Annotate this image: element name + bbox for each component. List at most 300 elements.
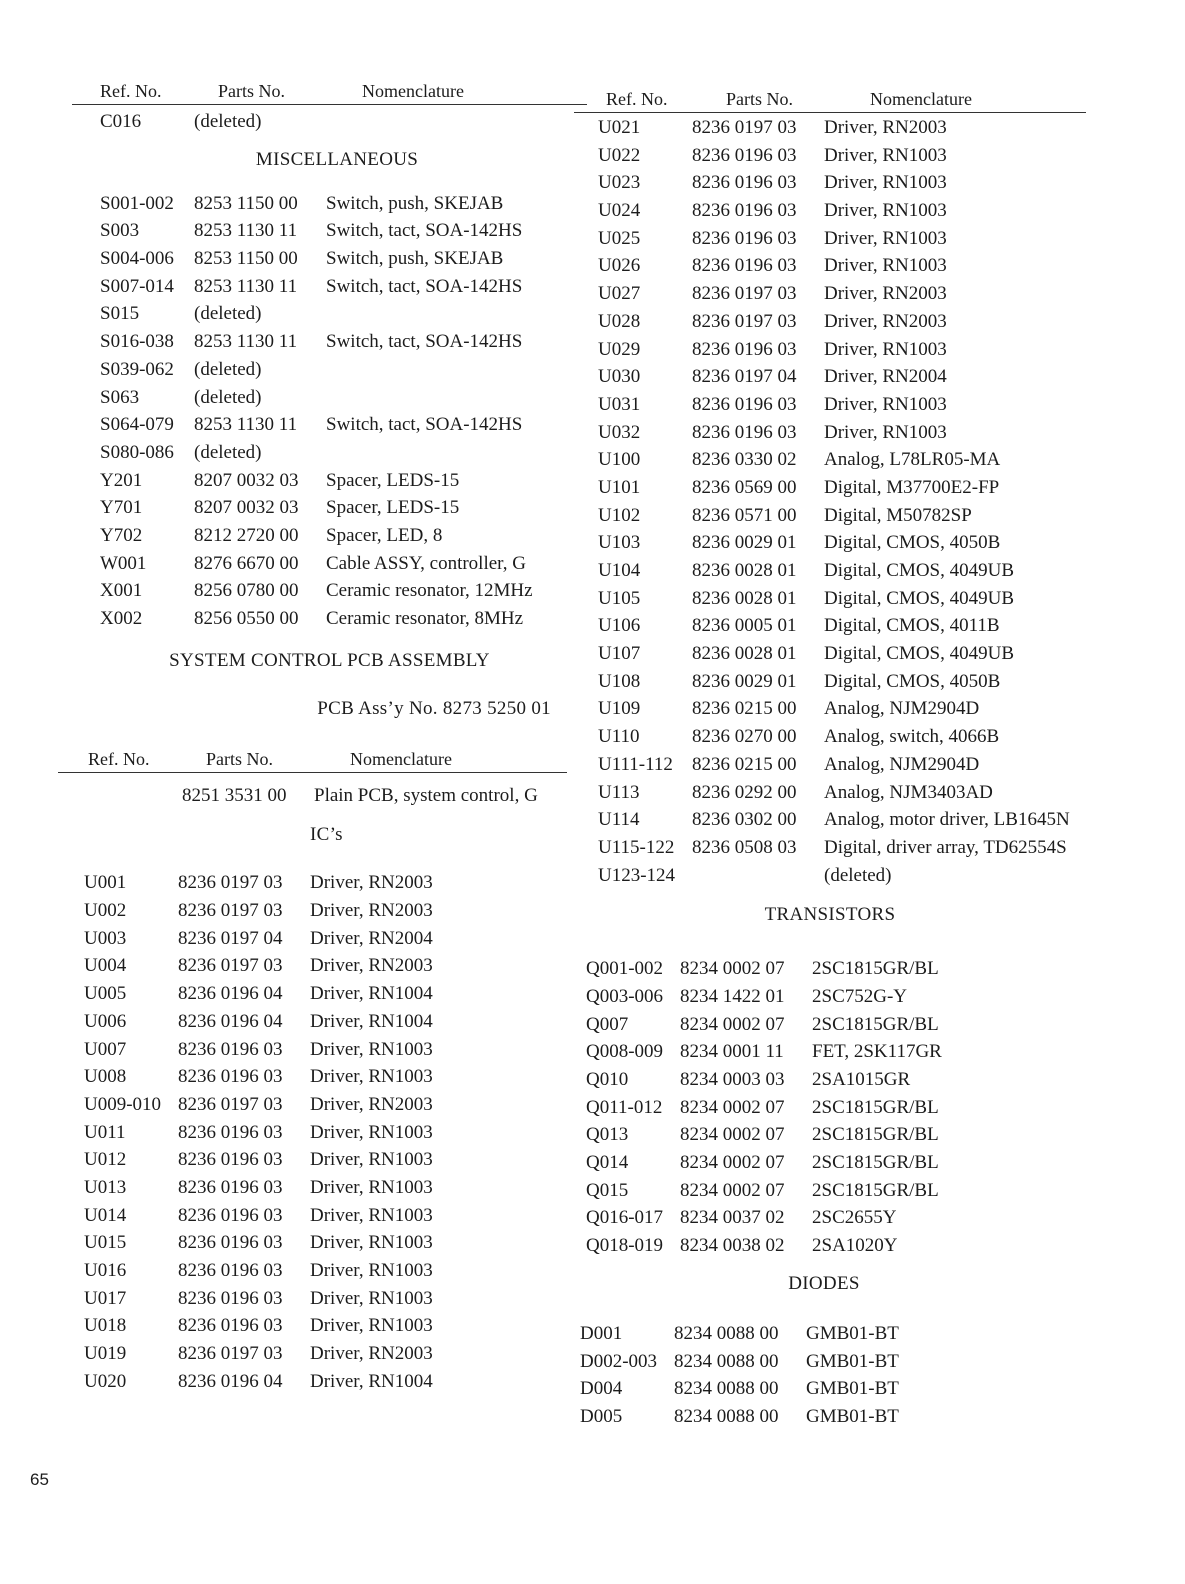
parts-number-cell: 8236 0196 03 <box>178 1149 283 1171</box>
ref-cell: U011 <box>84 1121 126 1143</box>
nomenclature-cell: Spacer, LED, 8 <box>326 524 443 546</box>
parts-number-cell: 8207 0032 03 <box>194 469 299 491</box>
ref-cell: U032 <box>598 421 641 443</box>
nomenclature-cell: Ceramic resonator, 8MHz <box>326 608 524 629</box>
table-row <box>570 528 1094 556</box>
ref-cell: S063 <box>100 386 140 408</box>
ref-cell: Q018-019 <box>586 1235 664 1257</box>
nomenclature-cell: Digital, CMOS, 4049UB <box>824 560 1015 581</box>
table-row <box>72 299 587 327</box>
ref-cell: U109 <box>598 698 641 720</box>
ref-cell: D002-003 <box>580 1350 658 1372</box>
parts-number-cell: 8234 0088 00 <box>674 1405 779 1427</box>
ref-cell: U007 <box>84 1038 127 1060</box>
parts-number-cell: 8236 0197 03 <box>692 117 797 138</box>
table-row <box>570 168 1094 196</box>
parts-number-cell: (deleted) <box>194 358 262 380</box>
table-row <box>56 924 587 952</box>
parts-number-cell: 8236 0028 01 <box>692 643 797 665</box>
parts-number-cell: (deleted) <box>194 386 262 408</box>
nomenclature-header: Nomenclature <box>870 89 972 109</box>
ref-cell: U104 <box>598 560 641 581</box>
parts-number-cell: 8236 0196 03 <box>178 1066 283 1088</box>
nomenclature-cell: Driver, RN1003 <box>310 1038 433 1060</box>
nomenclature-cell: Driver, RN1003 <box>824 144 947 166</box>
parts-number-cell: 8236 0196 03 <box>178 1315 283 1337</box>
table-row <box>570 611 1094 639</box>
ref-cell: Q001-002 <box>586 958 664 980</box>
nomenclature-cell: Digital, CMOS, 4049UB <box>824 643 1015 665</box>
ref-cell: U102 <box>598 504 641 526</box>
nomenclature-cell: 2SC2655Y <box>812 1207 897 1229</box>
parts-number-cell: 8234 0002 07 <box>680 958 785 980</box>
parts-number-cell: 8234 0002 07 <box>680 1152 785 1174</box>
parts-number-cell: 8236 0197 03 <box>178 955 283 977</box>
ref-cell: S001-002 <box>100 192 174 214</box>
parts-number-cell: 8236 0197 03 <box>178 872 283 894</box>
ref-cell: U018 <box>84 1315 127 1337</box>
nomenclature-cell: Digital, M50782SP <box>824 504 972 526</box>
parts-number-cell: 8236 0196 04 <box>178 1010 283 1032</box>
table-row <box>72 576 587 604</box>
table-row <box>558 1065 1094 1093</box>
parts-number-cell: 8253 1150 00 <box>194 192 298 214</box>
nomenclature-cell: Driver, RN2003 <box>310 1093 433 1115</box>
ref-cell: Q013 <box>586 1124 629 1146</box>
nomenclature-cell: 2SC1815GR/BL <box>812 1152 939 1174</box>
nomenclature-cell: Switch, tact, SOA-142HS <box>326 331 523 353</box>
nomenclature-cell: Analog, NJM2904D <box>824 753 980 775</box>
ref-cell: D005 <box>580 1405 623 1427</box>
parts-number-cell: 8236 0292 00 <box>692 781 797 803</box>
nomenclature-cell: GMB01-BT <box>806 1378 899 1400</box>
nomenclature-cell: Driver, RN1003 <box>824 172 947 194</box>
parts-number-cell: 8236 0196 04 <box>178 1370 283 1392</box>
nomenclature-cell: Driver, RN1003 <box>824 393 947 415</box>
parts-number-cell: (deleted) <box>194 441 262 463</box>
ref-cell: U111-112 <box>598 753 673 775</box>
ref-cell: W001 <box>100 552 147 574</box>
ref-cell: U031 <box>598 393 641 415</box>
nomenclature-cell: Driver, RN1004 <box>310 1370 433 1392</box>
nomenclature-cell: Analog, NJM3403AD <box>824 781 993 803</box>
table-row <box>60 781 587 809</box>
table-header <box>72 70 587 105</box>
ref-cell: Q010 <box>586 1069 629 1090</box>
parts-number-cell: 8236 0197 03 <box>692 310 797 332</box>
table-row <box>72 410 587 438</box>
parts-number-cell: 8236 0196 03 <box>178 1038 283 1060</box>
parts-number-cell: 8276 6670 00 <box>194 552 299 574</box>
parts-number-cell: 8234 0003 03 <box>680 1069 785 1090</box>
parts-number-cell: 8236 0196 03 <box>178 1260 283 1281</box>
nomenclature-cell: Driver, RN1003 <box>310 1149 433 1171</box>
parts-number-cell: 8234 0088 00 <box>674 1378 779 1400</box>
ref-cell: U020 <box>84 1370 127 1392</box>
table-row <box>552 1374 1094 1402</box>
nomenclature-cell: Plain PCB, system control, G <box>314 784 538 806</box>
table-row <box>56 1256 587 1284</box>
ref-cell: X001 <box>100 580 143 602</box>
parts-number-cell: 8236 0029 01 <box>692 532 797 554</box>
nomenclature-cell: Digital, CMOS, 4049UB <box>824 587 1015 609</box>
table-row <box>558 982 1094 1010</box>
ref-cell: U017 <box>84 1287 127 1309</box>
section-title-transistors: TRANSISTORS <box>764 904 896 926</box>
ref-cell: S039-062 <box>100 358 174 380</box>
ref-header: Ref. No. <box>606 89 668 109</box>
section-title-ics: IC’s <box>310 824 343 846</box>
table-row <box>56 1145 587 1173</box>
ref-cell: U014 <box>84 1204 127 1226</box>
table-row <box>72 493 587 521</box>
pcb-assembly-number: PCB Ass’y No. 8273 5250 01 <box>317 697 551 719</box>
parts-number-cell: 8236 0302 00 <box>692 809 797 831</box>
parts-number-cell: 8236 0196 03 <box>692 338 797 360</box>
table-row <box>570 556 1094 584</box>
table-row <box>56 896 587 924</box>
parts-number-cell: 8236 0196 03 <box>692 421 797 443</box>
table-row <box>570 279 1094 307</box>
parts-header: Parts No. <box>206 748 273 769</box>
table-row <box>56 1118 587 1146</box>
nomenclature-cell: 2SA1020Y <box>812 1235 898 1257</box>
table-header <box>58 738 567 773</box>
nomenclature-cell: Driver, RN1004 <box>310 983 433 1005</box>
ref-cell: U024 <box>598 200 641 222</box>
parts-number-cell: 8236 0196 03 <box>178 1204 283 1226</box>
ref-header: Ref. No. <box>88 748 150 769</box>
ref-cell: U021 <box>598 117 641 138</box>
nomenclature-cell: Driver, RN1003 <box>310 1204 433 1226</box>
parts-number-cell: 8236 0571 00 <box>692 504 797 526</box>
ref-cell: U029 <box>598 338 641 360</box>
parts-number-cell: 8236 0330 02 <box>692 449 797 471</box>
ref-cell: S016-038 <box>100 331 174 353</box>
table-row <box>570 501 1094 529</box>
table-row <box>552 1402 1094 1430</box>
ref-cell: U107 <box>598 643 641 665</box>
ref-cell: Y201 <box>100 469 143 491</box>
nomenclature-cell: 2SA1015GR <box>812 1069 911 1090</box>
parts-number-cell: 8234 0088 00 <box>674 1350 779 1372</box>
nomenclature-cell: (deleted) <box>824 864 892 886</box>
nomenclature-cell: Driver, RN1003 <box>824 227 947 249</box>
parts-number-cell: 8234 1422 01 <box>680 985 785 1007</box>
transistor-list <box>558 954 1094 1259</box>
nomenclature-cell: Driver, RN1003 <box>310 1260 433 1281</box>
table-row <box>72 189 587 217</box>
parts-number-cell: 8253 1130 11 <box>194 220 298 242</box>
ref-cell: U123-124 <box>598 864 676 886</box>
parts-number-cell: 8236 0197 03 <box>178 1343 283 1365</box>
diode-list <box>552 1319 1094 1430</box>
table-row <box>558 954 1094 982</box>
table-row <box>56 1173 587 1201</box>
parts-number-cell: 8253 1130 11 <box>194 414 298 436</box>
table-row <box>570 584 1094 612</box>
nomenclature-cell: Switch, tact, SOA-142HS <box>326 275 523 297</box>
nomenclature-cell: 2SC752G-Y <box>812 985 908 1007</box>
parts-number-cell: 8236 0196 03 <box>692 393 797 415</box>
nomenclature-cell: Ceramic resonator, 12MHz <box>326 580 533 602</box>
nomenclature-cell: 2SC1815GR/BL <box>812 958 939 980</box>
ref-cell: Q003-006 <box>586 985 664 1007</box>
table-row <box>570 694 1094 722</box>
table-row <box>56 1339 587 1367</box>
parts-number-cell: 8236 0197 04 <box>178 927 283 949</box>
table-row <box>570 418 1094 446</box>
table-row <box>56 979 587 1007</box>
parts-header: Parts No. <box>218 81 285 101</box>
ref-cell: Q011-012 <box>586 1096 663 1118</box>
section-title-pcb: SYSTEM CONTROL PCB ASSEMBLY <box>169 649 490 671</box>
ref-cell: U113 <box>598 781 640 803</box>
ref-cell: U009-010 <box>84 1093 162 1115</box>
nomenclature-cell: GMB01-BT <box>806 1322 899 1344</box>
table-row <box>558 1037 1094 1065</box>
table-row <box>56 1062 587 1090</box>
page-number: 65 <box>30 1470 49 1489</box>
ref-cell: U114 <box>598 809 640 831</box>
table-row <box>570 667 1094 695</box>
nomenclature-cell: FET, 2SK117GR <box>812 1041 942 1063</box>
nomenclature-cell: Switch, tact, SOA-142HS <box>326 220 523 242</box>
table-row <box>558 1203 1094 1231</box>
ref-cell: U026 <box>598 255 641 277</box>
parts-number-cell: 8234 0002 07 <box>680 1124 785 1146</box>
nomenclature-cell: Analog, NJM2904D <box>824 698 980 720</box>
table-row <box>570 639 1094 667</box>
ref-cell: U110 <box>598 726 640 748</box>
ref-cell: U105 <box>598 587 641 609</box>
ref-cell: U003 <box>84 927 127 949</box>
nomenclature-cell: 2SC1815GR/BL <box>812 1124 939 1146</box>
parts-number-cell: (deleted) <box>194 111 262 132</box>
parts-number-cell: 8234 0001 11 <box>680 1041 784 1063</box>
table-row <box>570 473 1094 501</box>
nomenclature-cell: Driver, RN2003 <box>824 283 947 305</box>
nomenclature-cell: Driver, RN2003 <box>310 955 433 977</box>
ref-cell: Q007 <box>586 1013 629 1035</box>
table-row <box>558 1176 1094 1204</box>
parts-number-cell: 8236 0215 00 <box>692 698 797 720</box>
table-row <box>570 224 1094 252</box>
nomenclature-cell: Driver, RN1003 <box>310 1121 433 1143</box>
ref-cell: C016 <box>100 111 142 132</box>
parts-number-cell: 8236 0270 00 <box>692 726 797 748</box>
parts-number-cell: 8236 0028 01 <box>692 587 797 609</box>
nomenclature-cell: Switch, push, SKEJAB <box>326 192 504 214</box>
ref-cell: U025 <box>598 227 641 249</box>
table-row <box>56 1311 587 1339</box>
deleted-list <box>72 107 587 135</box>
parts-number-cell: 8256 0550 00 <box>194 608 299 629</box>
parts-number-cell: 8234 0002 07 <box>680 1096 785 1118</box>
parts-number-cell: 8236 0508 03 <box>692 836 797 858</box>
parts-number-cell: 8236 0029 01 <box>692 670 797 692</box>
parts-number-cell: 8236 0028 01 <box>692 560 797 581</box>
table-row <box>56 1007 587 1035</box>
parts-number-cell: 8236 0196 04 <box>178 983 283 1005</box>
ref-cell: S080-086 <box>100 441 174 463</box>
table-row <box>570 390 1094 418</box>
table-row <box>56 1284 587 1312</box>
nomenclature-cell: Driver, RN2003 <box>310 872 433 894</box>
parts-number-cell: 8251 3531 00 <box>182 784 287 806</box>
table-row <box>56 868 587 896</box>
nomenclature-cell: Switch, push, SKEJAB <box>326 248 504 270</box>
table-row <box>72 549 587 577</box>
pcb-list <box>60 781 587 809</box>
parts-number-cell: 8234 0038 02 <box>680 1235 785 1257</box>
left-column <box>72 70 587 1394</box>
table-row <box>72 604 587 632</box>
table-row <box>552 1319 1094 1347</box>
ref-cell: U101 <box>598 476 641 498</box>
ref-cell: U022 <box>598 144 641 166</box>
parts-number-cell: 8236 0215 00 <box>692 753 797 775</box>
table-row <box>72 466 587 494</box>
table-row <box>570 778 1094 806</box>
nomenclature-cell: Driver, RN2004 <box>310 927 433 949</box>
nomenclature-cell: Digital, M37700E2-FP <box>824 476 1000 498</box>
nomenclature-cell: Digital, CMOS, 4050B <box>824 532 1001 554</box>
table-row <box>72 438 587 466</box>
nomenclature-cell: Switch, tact, SOA-142HS <box>326 414 523 436</box>
nomenclature-cell: Driver, RN2004 <box>824 366 947 388</box>
parts-number-cell: 8236 0005 01 <box>692 615 797 637</box>
table-row <box>570 805 1094 833</box>
nomenclature-cell: Driver, RN1003 <box>310 1315 433 1337</box>
nomenclature-cell: Cable ASSY, controller, G <box>326 552 526 574</box>
parts-number-cell: 8236 0196 03 <box>692 255 797 277</box>
ref-cell: U001 <box>84 872 127 894</box>
table-row <box>72 272 587 300</box>
table-row <box>558 1010 1094 1038</box>
table-row <box>72 107 587 135</box>
table-row <box>570 861 1094 889</box>
ref-cell: U027 <box>598 283 641 305</box>
ref-cell: U108 <box>598 670 641 692</box>
ref-cell: U106 <box>598 615 641 637</box>
parts-number-cell: 8234 0037 02 <box>680 1207 785 1229</box>
parts-number-cell: 8234 0088 00 <box>674 1322 779 1344</box>
table-row <box>570 113 1094 141</box>
table-row <box>56 1201 587 1229</box>
nomenclature-cell: Driver, RN1003 <box>824 200 947 222</box>
parts-number-cell: 8253 1150 00 <box>194 248 298 270</box>
nomenclature-cell: Driver, RN1003 <box>310 1066 433 1088</box>
ref-cell: U100 <box>598 449 641 471</box>
table-row <box>570 335 1094 363</box>
table-row <box>558 1093 1094 1121</box>
parts-number-cell: 8236 0196 03 <box>692 172 797 194</box>
parts-number-cell: (deleted) <box>194 303 262 325</box>
table-row <box>72 355 587 383</box>
parts-number-cell: 8236 0197 03 <box>178 1093 283 1115</box>
table-row <box>570 722 1094 750</box>
nomenclature-cell: Driver, RN2003 <box>310 1343 433 1365</box>
parts-number-cell: 8256 0780 00 <box>194 580 299 602</box>
ref-cell: S007-014 <box>100 275 174 297</box>
parts-number-cell: 8236 0196 03 <box>692 200 797 222</box>
table-row <box>570 362 1094 390</box>
ref-cell: Q008-009 <box>586 1041 664 1063</box>
parts-number-cell: 8236 0196 03 <box>692 144 797 166</box>
parts-number-cell: 8236 0197 03 <box>692 283 797 305</box>
parts-header: Parts No. <box>726 89 793 109</box>
ref-cell: D001 <box>580 1322 623 1344</box>
ref-cell: S064-079 <box>100 414 174 436</box>
ref-cell: S004-006 <box>100 248 174 270</box>
parts-number-cell: 8236 0197 04 <box>692 366 797 388</box>
table-row <box>72 216 587 244</box>
parts-number-cell: 8234 0002 07 <box>680 1179 785 1201</box>
ref-cell: U023 <box>598 172 641 194</box>
nomenclature-cell: GMB01-BT <box>806 1405 899 1427</box>
nomenclature-cell: Analog, motor driver, LB1645N <box>824 809 1070 831</box>
ref-cell: Q015 <box>586 1179 629 1201</box>
ref-cell: Y701 <box>100 497 143 519</box>
parts-number-cell: 8236 0196 03 <box>178 1121 283 1143</box>
nomenclature-cell: Driver, RN1003 <box>824 255 947 277</box>
parts-number-cell: 8253 1130 11 <box>194 275 298 297</box>
parts-number-cell: 8234 0002 07 <box>680 1013 785 1035</box>
ref-cell: U006 <box>84 1010 127 1032</box>
ref-cell: U012 <box>84 1149 127 1171</box>
table-row <box>56 1090 587 1118</box>
nomenclature-cell: Driver, RN1003 <box>310 1176 433 1198</box>
nomenclature-header: Nomenclature <box>350 748 452 769</box>
section-title-diodes: DIODES <box>788 1272 860 1294</box>
table-header <box>574 78 1086 113</box>
ref-cell: S003 <box>100 220 140 242</box>
ref-cell: U030 <box>598 366 641 388</box>
table-row <box>72 521 587 549</box>
nomenclature-cell: Driver, RN1004 <box>310 1010 433 1032</box>
table-row <box>570 750 1094 778</box>
table-row <box>570 141 1094 169</box>
ic-list-right <box>570 113 1094 888</box>
table-row <box>72 383 587 411</box>
parts-number-cell: 8253 1130 11 <box>194 331 298 353</box>
table-row <box>56 1035 587 1063</box>
ref-cell: U103 <box>598 532 641 554</box>
nomenclature-cell: Driver, RN1003 <box>824 421 947 443</box>
parts-number-cell: 8236 0197 03 <box>178 900 283 922</box>
table-row <box>570 445 1094 473</box>
nomenclature-cell: Driver, RN2003 <box>824 117 947 138</box>
ref-header: Ref. No. <box>100 81 162 101</box>
nomenclature-cell: 2SC1815GR/BL <box>812 1013 939 1035</box>
parts-number-cell: 8236 0196 03 <box>178 1176 283 1198</box>
nomenclature-cell: Driver, RN1003 <box>310 1287 433 1309</box>
nomenclature-cell: Spacer, LEDS-15 <box>326 469 460 491</box>
table-row <box>570 307 1094 335</box>
ref-cell: X002 <box>100 608 143 629</box>
ic-list-left <box>56 868 587 1394</box>
ref-cell: U016 <box>84 1260 127 1281</box>
table-row <box>72 327 587 355</box>
misc-list <box>72 189 587 632</box>
ref-cell: U008 <box>84 1066 127 1088</box>
ref-cell: U115-122 <box>598 836 675 858</box>
ref-cell: Q014 <box>586 1152 629 1174</box>
nomenclature-cell: Spacer, LEDS-15 <box>326 497 460 519</box>
table-row <box>558 1120 1094 1148</box>
ref-cell: U013 <box>84 1176 127 1198</box>
